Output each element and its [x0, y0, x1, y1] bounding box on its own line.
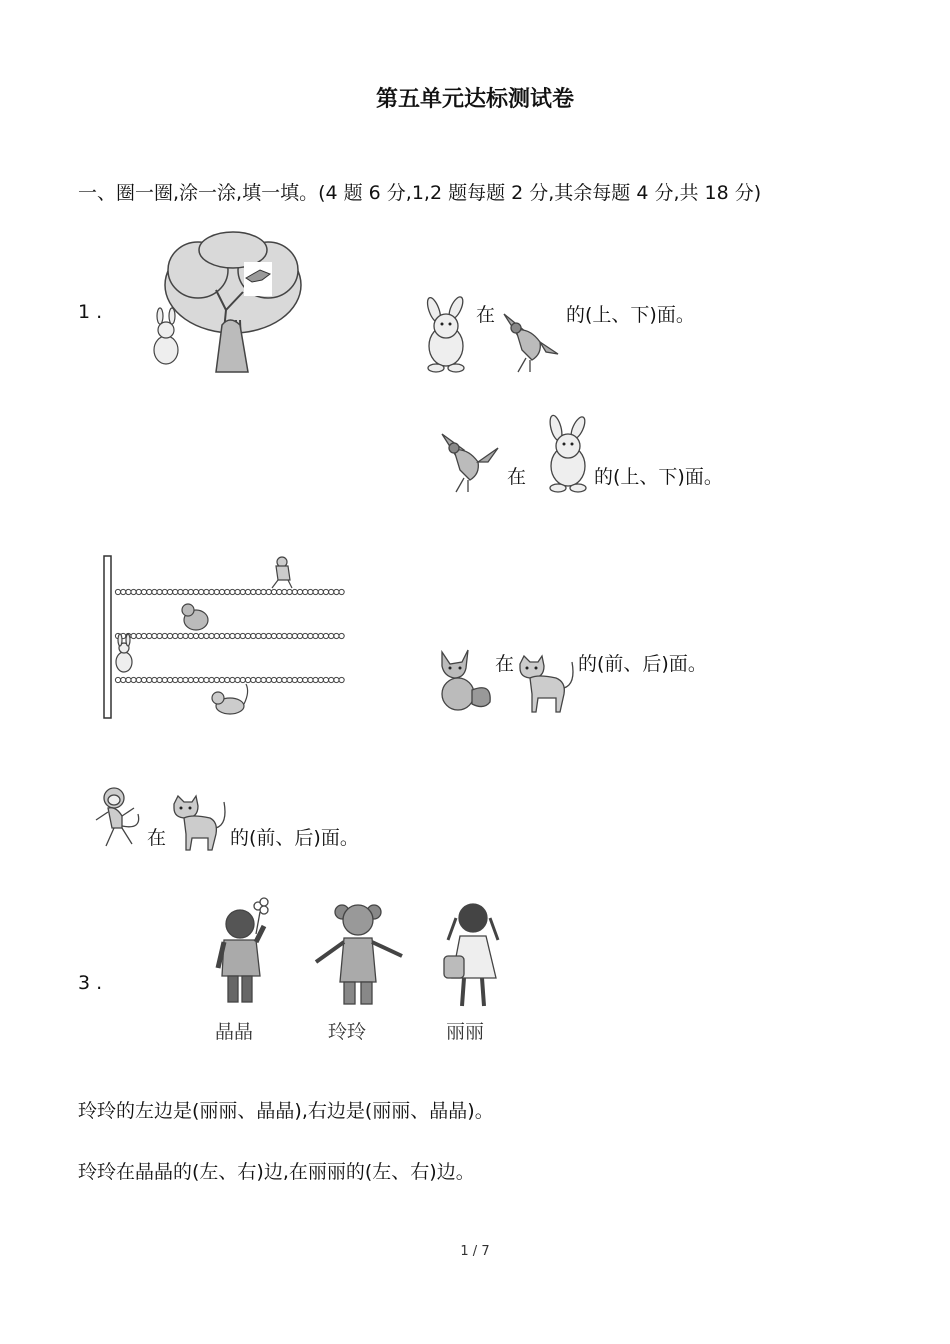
lane-bead — [240, 677, 245, 682]
lane-bead — [292, 677, 297, 682]
lane-bead — [297, 589, 302, 594]
q2-line-b-word: 在 — [147, 827, 167, 849]
cat-icon — [170, 792, 230, 852]
lane-bead — [303, 633, 308, 638]
q1-line-b-suffix: 的(上、下)面。 — [594, 466, 723, 488]
lane-bead — [251, 633, 256, 638]
lane-bead — [292, 589, 297, 594]
lane-bead — [329, 589, 334, 594]
lane-bead — [136, 677, 141, 682]
lane-bead — [173, 677, 178, 682]
lane-bead — [178, 633, 183, 638]
lane-bead — [204, 677, 209, 682]
lane-bead — [214, 589, 219, 594]
lane-bead — [141, 677, 146, 682]
lane-bead — [136, 589, 141, 594]
lane-bead — [162, 633, 167, 638]
lane-bead — [323, 677, 328, 682]
lane-bead — [136, 633, 141, 638]
lane-bead — [235, 589, 240, 594]
lane-bead — [183, 677, 188, 682]
lane-bead — [230, 589, 235, 594]
page-title: 第五单元达标测试卷 — [375, 87, 574, 112]
lane-bead — [323, 633, 328, 638]
lane-bead — [308, 589, 313, 594]
lane-bead — [147, 633, 152, 638]
lane-bead — [266, 589, 271, 594]
question-1-number: 1 . — [78, 301, 103, 323]
child-jingjing-figure — [202, 896, 284, 1008]
lane-bead — [204, 633, 209, 638]
lane-bead — [178, 677, 183, 682]
lane-bead — [303, 677, 308, 682]
lane-bead — [240, 633, 245, 638]
lane-bead — [141, 633, 146, 638]
lane-bead — [183, 589, 188, 594]
lane-bead — [193, 633, 198, 638]
q3-line-b: 玲玲在晶晶的(左、右)边,在丽丽的(左、右)边。 — [78, 1161, 475, 1183]
lane-bead — [219, 589, 224, 594]
q1-line-a-word: 在 — [476, 304, 496, 326]
lane-bead — [282, 633, 287, 638]
lane-bead — [131, 589, 136, 594]
child-lili-figure — [440, 900, 508, 1012]
lane-bead — [339, 633, 344, 638]
lane-bead — [334, 633, 339, 638]
bird-icon — [436, 428, 504, 494]
lane-bead — [287, 633, 292, 638]
monkey-icon — [92, 786, 144, 852]
lane-bead — [277, 633, 282, 638]
lane-bead — [256, 677, 261, 682]
lane-bead — [157, 589, 162, 594]
lane-bead — [126, 677, 131, 682]
lane-bead — [204, 589, 209, 594]
q2-line-a-word: 在 — [495, 653, 515, 675]
lane-bead — [152, 677, 157, 682]
tree-scene-illustration — [148, 230, 308, 376]
lane-bead — [167, 589, 172, 594]
lane-bead — [141, 589, 146, 594]
lane-bead — [167, 633, 172, 638]
lane-bead — [131, 677, 136, 682]
lane-bead — [271, 677, 276, 682]
q3-line-a: 玲玲的左边是(丽丽、晶晶),右边是(丽丽、晶晶)。 — [78, 1100, 494, 1122]
lane-bead — [162, 677, 167, 682]
lane-bead — [225, 589, 230, 594]
lane-bead — [292, 633, 297, 638]
lane-bead — [318, 633, 323, 638]
page-number: 1 / 7 — [460, 1244, 490, 1259]
child-name-label: 丽丽 — [446, 1021, 485, 1043]
lane-bead — [251, 677, 256, 682]
lane-bead — [178, 589, 183, 594]
lane-bead — [235, 633, 240, 638]
lane-bead — [173, 633, 178, 638]
lane-bead — [199, 633, 204, 638]
bird-icon — [496, 306, 564, 374]
lane-bead — [188, 677, 193, 682]
lane-bead — [115, 589, 120, 594]
lane-bead — [214, 677, 219, 682]
lane-bead — [297, 633, 302, 638]
rabbit-icon — [538, 414, 596, 494]
lane-bead — [329, 633, 334, 638]
lane-bead — [167, 677, 172, 682]
lane-bead — [282, 677, 287, 682]
lane-bead — [256, 589, 261, 594]
lane-bead — [313, 677, 318, 682]
lane-bead — [219, 677, 224, 682]
lane-bead — [318, 589, 323, 594]
lane-bead — [230, 677, 235, 682]
lane-bead — [334, 589, 339, 594]
cat-icon — [516, 654, 578, 716]
lane-bead — [271, 633, 276, 638]
lane-bead — [209, 677, 214, 682]
lane-bead — [261, 589, 266, 594]
lane-bead — [115, 677, 120, 682]
lane-bead — [188, 589, 193, 594]
race-lanes-illustration — [100, 552, 352, 722]
lane-bead — [271, 589, 276, 594]
lane-bead — [173, 589, 178, 594]
lane-bead — [334, 677, 339, 682]
lane-bead — [240, 589, 245, 594]
lane-bead — [121, 589, 126, 594]
lane-bead — [323, 589, 328, 594]
lane-bead — [308, 633, 313, 638]
child-lingling-figure — [310, 898, 406, 1010]
section-heading: 一、圈一圈,涂一涂,填一填。(4 题 6 分,1,2 题每题 2 分,其余每题 4 分,共 18 分) — [78, 182, 762, 204]
lane-bead — [313, 589, 318, 594]
lane-bead — [126, 589, 131, 594]
lane-bead — [131, 633, 136, 638]
lane-bead — [308, 677, 313, 682]
lane-bead — [209, 589, 214, 594]
rabbit-icon — [418, 296, 474, 374]
lane-bead — [219, 633, 224, 638]
lane-bead — [199, 677, 204, 682]
child-name-label: 玲玲 — [328, 1021, 367, 1043]
lane-bead — [188, 633, 193, 638]
lane-bead — [225, 633, 230, 638]
lane-bead — [152, 633, 157, 638]
lane-bead — [251, 589, 256, 594]
q2-line-a-suffix: 的(前、后)面。 — [578, 653, 707, 675]
question-3-number: 3 . — [78, 972, 103, 994]
lane-bead — [209, 633, 214, 638]
lane-bead — [157, 633, 162, 638]
lane-bead — [199, 589, 204, 594]
lane-bead — [245, 677, 250, 682]
lane-bead — [318, 677, 323, 682]
lane-bead — [235, 677, 240, 682]
lane-bead — [287, 589, 292, 594]
lane-bead — [225, 677, 230, 682]
lane-bead — [121, 677, 126, 682]
lane-bead — [329, 677, 334, 682]
lane-bead — [147, 589, 152, 594]
lane-bead — [152, 589, 157, 594]
lane-bead — [162, 589, 167, 594]
lane-bead — [277, 677, 282, 682]
fox-icon — [434, 646, 496, 714]
lane-bead — [339, 589, 344, 594]
lane-bead — [245, 589, 250, 594]
child-name-label: 晶晶 — [215, 1021, 254, 1043]
lane-bead — [183, 633, 188, 638]
lane-bead — [282, 589, 287, 594]
lane-bead — [193, 589, 198, 594]
lane-bead — [277, 589, 282, 594]
lane-bead — [297, 677, 302, 682]
q1-line-a-suffix: 的(上、下)面。 — [566, 304, 695, 326]
lane-bead — [261, 677, 266, 682]
lane-bead — [245, 633, 250, 638]
q2-line-b-suffix: 的(前、后)面。 — [230, 827, 359, 849]
lane-bead — [266, 677, 271, 682]
lane-bead — [303, 589, 308, 594]
lane-bead — [261, 633, 266, 638]
lane-bead — [339, 677, 344, 682]
lane-bead — [230, 633, 235, 638]
q1-line-b-word: 在 — [507, 466, 527, 488]
lane-bead — [266, 633, 271, 638]
lane-bead — [157, 677, 162, 682]
lane-bead — [256, 633, 261, 638]
lane-bead — [313, 633, 318, 638]
lane-bead — [147, 677, 152, 682]
lane-bead — [287, 677, 292, 682]
lane-bead — [214, 633, 219, 638]
lane-bead — [193, 677, 198, 682]
